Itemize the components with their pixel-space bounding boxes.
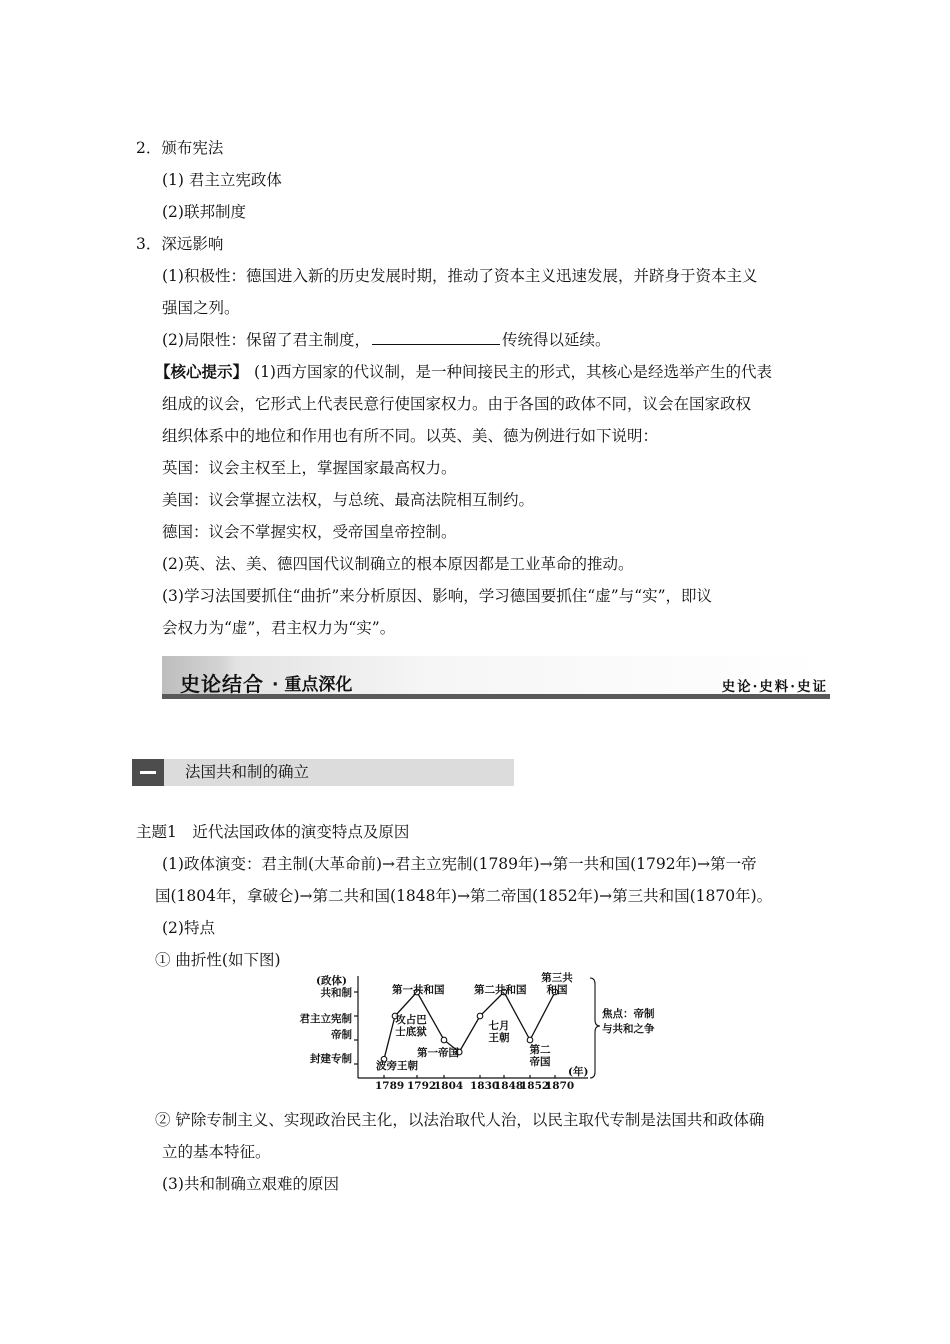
y-level-feudal: 封建专制	[310, 1053, 352, 1065]
positive-impact-line1: (1)积极性：德国进入新的历史发展时期，推动了资本主义迅速发展，并跻身于资本主义	[162, 267, 758, 285]
regime-data-point	[477, 1013, 483, 1019]
regime-data-point	[441, 1037, 447, 1043]
section-banner	[162, 656, 830, 701]
study-tip-line1: (3)学习法国要抓住“曲折”来分析原因、影响，学习德国要抓住“虚”与“实”，即议	[162, 587, 713, 605]
limitation-text-a: (2)局限性：保留了君主制度，	[162, 331, 370, 349]
britain-note: 英国：议会主权至上，掌握国家最高权力。	[162, 459, 457, 477]
banner-right-label: 史论·史料·史证	[721, 679, 828, 695]
core-tip-text: (1)西方国家的代议制，是一种间接民主的形式，其核心是经选举产生的代表	[254, 363, 772, 381]
section-bar	[132, 759, 514, 786]
label-bourbon: 波旁王朝	[376, 1060, 418, 1072]
heading-far-reaching-impact: 3．深远影响	[136, 235, 224, 253]
evolution-line2: 国(1804年，拿破仑)→第二共和国(1848年)→第二帝国(1852年)→第三共和国(1870年)。	[155, 887, 773, 905]
x-tick-1852: 1852	[520, 1080, 550, 1092]
item-constitutional-monarchy: (1) 君主立宪政体	[162, 171, 282, 189]
label-second-republic: 第二共和国	[474, 984, 527, 996]
label-first-republic: 第一共和国	[392, 984, 445, 996]
study-tip-line2: 会权力为“虚”，君主权力为“实”。	[162, 619, 396, 637]
heading-promulgate-constitution: 2．颁布宪法	[136, 139, 224, 157]
dash-icon	[140, 771, 156, 774]
section-title: 法国共和制的确立	[185, 763, 310, 781]
x-tick-1830: 1830	[470, 1080, 500, 1092]
core-tip-line3: 组织体系中的地位和作用也有所不同。以英、美、德为例进行如下说明：	[162, 427, 659, 445]
germany-note: 德国：议会不掌握实权，受帝国皇帝控制。	[162, 523, 457, 541]
x-axis-unit: (年)	[568, 1066, 589, 1078]
y-level-constitutional: 君主立宪制	[299, 1013, 352, 1025]
section-number-one	[132, 759, 164, 786]
curly-bracket	[590, 978, 600, 1078]
y-axis-title: (政体)	[316, 975, 347, 987]
root-cause-note: (2)英、法、美、德四国代议制确立的根本原因都是工业革命的推动。	[162, 555, 634, 573]
label-july-monarchy: 七月王朝	[488, 1020, 510, 1044]
banner-title: 史论结合	[180, 672, 264, 696]
topic-title: 主题1 近代法国政体的演变特点及原因	[136, 823, 410, 841]
x-tick-1792: 1792	[407, 1080, 437, 1092]
banner-subtitle: · 重点深化	[272, 675, 353, 695]
core-tip-line1	[155, 362, 772, 382]
label-bastille: 攻占巴士底狱	[395, 1014, 427, 1038]
fill-in-blank[interactable]	[372, 330, 500, 345]
difficulty-causes-heading: (3)共和制确立艰难的原因	[162, 1175, 339, 1193]
evolution-line1: (1)政体演变：君主制(大革命前)→君主立宪制(1789年)→第一共和国(1792年)→第一帝	[162, 855, 757, 873]
core-tip-line2: 组成的议会，它形式上代表民意行使国家权力。由于各国的政体不同，议会在国家政权	[162, 395, 752, 413]
feature-democratization-line1: ② 铲除专制主义、实现政治民主化，以法治取代人治，以民主取代专制是法国共和政体确	[155, 1111, 765, 1129]
feature-democratization-line2: 立的基本特征。	[162, 1143, 271, 1161]
label-third-republic: 第三共和国	[541, 972, 573, 996]
limitation-text-b: 传统得以延续。	[501, 331, 611, 349]
label-second-empire: 第二帝国	[529, 1044, 551, 1068]
x-tick-1870: 1870	[545, 1080, 575, 1092]
label-first-empire: 第一帝国	[417, 1047, 459, 1059]
regime-evolution-chart	[292, 968, 672, 1092]
x-tick-1848: 1848	[494, 1080, 524, 1092]
limitation-line	[162, 330, 610, 350]
regime-data-point	[527, 1037, 533, 1043]
feature-tortuous: ① 曲折性(如下图)	[155, 951, 281, 969]
item-federal-system: (2)联邦制度	[162, 203, 246, 221]
x-tick-1789: 1789	[375, 1080, 405, 1092]
usa-note: 美国：议会掌握立法权，与总统、最高法院相互制约。	[162, 491, 535, 509]
y-level-republic: 共和制	[320, 987, 352, 999]
focus-note: 焦点：帝制与共和之争	[602, 1008, 655, 1035]
x-tick-1804: 1804	[434, 1080, 464, 1092]
core-tip-label: 【核心提示】	[155, 362, 249, 381]
y-level-empire: 帝制	[331, 1029, 352, 1041]
features-heading: (2)特点	[162, 919, 215, 937]
positive-impact-line2: 强国之列。	[162, 299, 240, 317]
